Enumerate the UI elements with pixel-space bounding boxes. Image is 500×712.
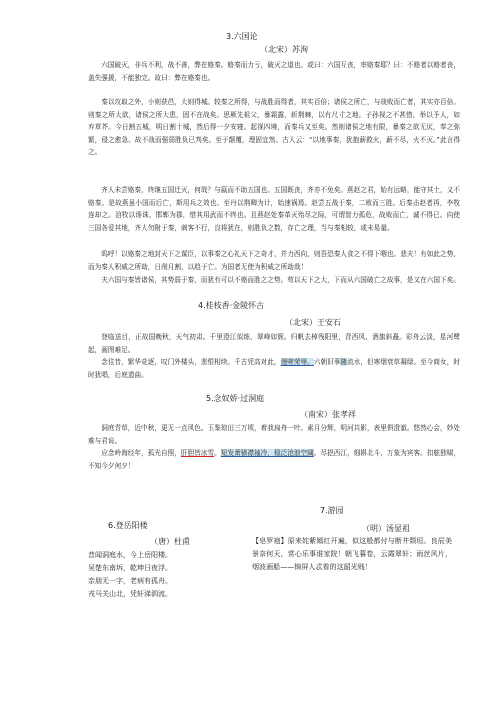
section-author: （北宋）王安石 (285, 318, 341, 327)
body-paragraph: 呜呼！以赂秦之地封天下之谋臣，以事秦之心礼天下之奇才，并力西向，则吾恐秦人食之不得下咽也。悲夫！有如此之势，而为秦人积威之所劫，日削月割，以趋于亡。为国者无使为积威之所劫哉！ (88, 250, 460, 271)
body-paragraph: 秦以攻取之外，小则获邑，大则得城。较秦之所得，与战胜而得者，其实百倍；诸侯之所亡，与战败而亡者，其实亦百倍。则秦之所大欲，诸侯之所大患，固不在战矣。思厥先祖父，暴霜露，斩荆棘，以有尺寸之地。子孙视之不甚惜，举以予人，如弃草芥。今日割五城，明日割十城，然后得一夕安寝。起视四境，而秦兵又至矣。然则诸侯之地有限，暴秦之欲无厌，奉之弥繁，侵之愈急。故不战而强弱胜负已判矣。至于颠覆，理固宜然。古人云：“以地事秦，犹抱薪救火，薪不尽，火不灭。”此言得之。 (88, 98, 460, 157)
poem-line: 吴楚东南坼，乾坤日夜浮。 (88, 564, 172, 572)
section-author: （南宋）张孝祥 (300, 410, 356, 419)
section-title: 4.桂枝香·金陵怀古 (198, 301, 265, 310)
highlighted-phrase: 短发萧骚襟袖冷，稳泛沧浪空阔 (220, 449, 314, 457)
body-paragraph: 六国破灭，非兵不利，战不善，弊在赂秦。赂秦而力亏，破灭之道也。或曰：六国互丧，率赂秦耶？曰：不赂者以赂者丧，盖失强援，不能独完。故曰：弊在赂秦也。 (88, 61, 460, 82)
poem-line: 昔闻洞庭水，今上岳阳楼。 (88, 551, 172, 559)
poem-line: 戎马关山北，凭轩涕泗流。 (88, 590, 172, 598)
highlighted-char: 随 (340, 358, 348, 366)
section-title: 6.登岳阳楼 (108, 521, 148, 530)
body-paragraph: 齐人未尝赂秦，终继五国迁灭，何哉？与嬴而不助五国也。五国既丧，齐亦不免矣。燕赵之君，始有远略，能守其土，义不赂秦。是故燕虽小国而后亡，斯用兵之效也。至丹以荆卿为计，始速祸焉。赵尝五战于秦，二败而三胜。后秦击赵者再，李牧连却之。洎牧以谗诛，邯郸为郡，惜其用武而不终也。且燕赵处秦革灭殆尽之际，可谓智力孤危，战败而亡，诚不得已。向使三国各爱其地，齐人勿附于秦，刺客不行，良将犹在，则胜负之数，存亡之理，当与秦相较，或未易量。 (88, 186, 460, 232)
body-paragraph: 夫六国与秦皆诸侯，其势弱于秦，而犹有可以不赂而胜之之势。苟以天下之大，下而从六国破亡之故事，是又在六国下矣。 (101, 276, 460, 284)
body-paragraph: 【皂罗袍】原来姹紫嫣红开遍，似这般都付与断井颓垣。良辰美景奈何天，赏心乐事谁家院！朝飞暮卷，云霞翠轩；雨丝风片，烟波画船——锦屏人忒看的这韶光贱！ (252, 537, 452, 571)
section-author: （唐）杜甫 (150, 537, 190, 546)
body-paragraph: 念往昔，繁华竞逐，叹门外楼头，悲恨相续。千古凭高对此，谩嗟荣辱。六朝旧事随流水，但寒烟衰草凝绿。至今商女，时时犹唱，后庭遗曲。 (88, 358, 460, 379)
body-paragraph: 应念岭海经年，孤光自照，肝胆皆冰雪。短发萧骚襟袖冷，稳泛沧浪空阔。尽挹西江，细斟北斗，万象为宾客。扣舷独啸，不知今夕何夕！ (88, 449, 461, 470)
section-title: 7.游园 (320, 506, 344, 515)
underlined-phrase: 肝胆皆冰雪 (180, 449, 215, 457)
body-paragraph: 登临送目，正故国晚秋，天气初肃。千里澄江似练，翠峰如簇。归帆去棹残阳里，背西风、酒旗斜矗。彩舟云淡，星河鹭起，画图难足。 (88, 333, 460, 354)
section-author: （明）汤显祖 (362, 524, 410, 533)
poem-body (88, 549, 172, 601)
body-paragraph: 洞庭青草，近中秋，更无一点风色。玉鉴琼田三万顷，着我扁舟一叶。素月分辉，明河共影，表里俱澄澈。悠然心会，妙处难与君说。 (88, 424, 460, 445)
poem-line: 亲朋无一字，老病有孤舟。 (88, 577, 172, 585)
section-title: 3.六国论 (226, 32, 258, 41)
section-author: （北宋）苏洵 (260, 45, 308, 54)
highlighted-phrase: 谩嗟荣辱。 (280, 358, 314, 366)
section-title: 5.念奴娇·过洞庭 (206, 394, 265, 403)
